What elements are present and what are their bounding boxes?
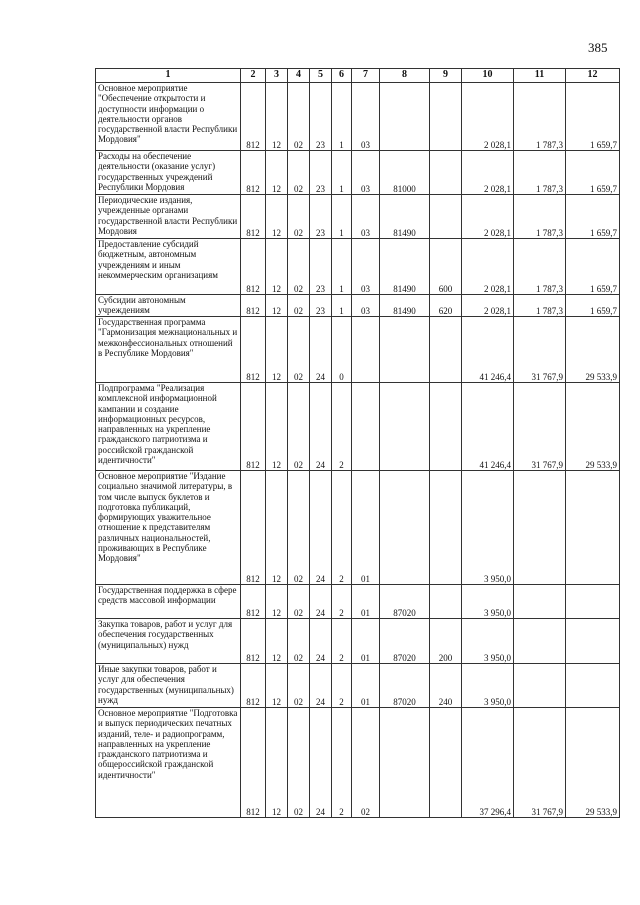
cell-col-12: 29 533,9 [566, 383, 620, 471]
column-header-9: 9 [430, 69, 462, 83]
cell-col-6: 2 [332, 664, 352, 708]
cell-col-2: 812 [241, 383, 266, 471]
cell-col-10: 41 246,4 [462, 317, 514, 383]
cell-col-3: 12 [266, 195, 288, 239]
cell-col-6: 2 [332, 619, 352, 664]
cell-col-8 [380, 471, 430, 585]
cell-col-4: 02 [288, 151, 310, 195]
cell-col-4: 02 [288, 83, 310, 151]
row-name: Субсидии автономным учреждениям [96, 295, 241, 317]
cell-col-9 [430, 83, 462, 151]
cell-col-3: 12 [266, 151, 288, 195]
cell-col-11: 1 787,3 [514, 295, 566, 317]
table-row [96, 295, 620, 317]
cell-col-5: 24 [310, 317, 332, 383]
cell-col-11: 1 787,3 [514, 195, 566, 239]
column-header-11: 11 [514, 69, 566, 83]
cell-col-9: 600 [430, 239, 462, 295]
table-row [96, 151, 620, 195]
row-name: Основное мероприятие "Издание социально значимой литературы, в том числе выпуск буклетов и подготовка публикаций, формирующих уважительное отношение к представителям различных национальностей, проживающих в Республике Мордовия" [96, 471, 241, 585]
column-header-3: 3 [266, 69, 288, 83]
column-header-7: 7 [352, 69, 380, 83]
cell-col-4: 02 [288, 195, 310, 239]
cell-col-11 [514, 619, 566, 664]
row-name: Государственная поддержка в сфере средств массовой информации [96, 585, 241, 619]
cell-col-2: 812 [241, 471, 266, 585]
cell-col-8: 87020 [380, 585, 430, 619]
cell-col-6: 1 [332, 151, 352, 195]
table-row [96, 619, 620, 664]
cell-col-12: 1 659,7 [566, 151, 620, 195]
cell-col-12: 1 659,7 [566, 83, 620, 151]
cell-col-12 [566, 471, 620, 585]
cell-col-9 [430, 471, 462, 585]
cell-col-6: 1 [332, 239, 352, 295]
cell-col-3: 12 [266, 83, 288, 151]
cell-col-12: 29 533,9 [566, 708, 620, 818]
cell-col-9 [430, 317, 462, 383]
cell-col-3: 12 [266, 317, 288, 383]
cell-col-2: 812 [241, 664, 266, 708]
cell-col-4: 02 [288, 585, 310, 619]
cell-col-2: 812 [241, 708, 266, 818]
cell-col-11 [514, 585, 566, 619]
table-row [96, 239, 620, 295]
cell-col-7: 03 [352, 151, 380, 195]
table-row [96, 383, 620, 471]
cell-col-10: 37 296,4 [462, 708, 514, 818]
cell-col-4: 02 [288, 295, 310, 317]
table-row [96, 664, 620, 708]
cell-col-9 [430, 151, 462, 195]
cell-col-11: 31 767,9 [514, 317, 566, 383]
cell-col-7: 02 [352, 708, 380, 818]
row-name: Основное мероприятие "Подготовка и выпуск периодических печатных изданий, теле- и радиопрограмм, направленных на укрепление гражданского патриотизма и общероссийской гражданской идентичности" [96, 708, 241, 818]
cell-col-10: 2 028,1 [462, 151, 514, 195]
column-header-10: 10 [462, 69, 514, 83]
cell-col-7: 03 [352, 295, 380, 317]
cell-col-7: 03 [352, 239, 380, 295]
cell-col-9: 240 [430, 664, 462, 708]
cell-col-6: 2 [332, 383, 352, 471]
table-row [96, 317, 620, 383]
cell-col-3: 12 [266, 239, 288, 295]
cell-col-5: 23 [310, 195, 332, 239]
cell-col-3: 12 [266, 664, 288, 708]
table-row [96, 83, 620, 151]
cell-col-3: 12 [266, 619, 288, 664]
column-header-5: 5 [310, 69, 332, 83]
cell-col-6: 2 [332, 708, 352, 818]
cell-col-2: 812 [241, 317, 266, 383]
row-name: Подпрограмма "Реализация комплексной информационной кампании и создание информационных ресурсов, направленных на укрепление гражданского патриотизма и российской гражданской идентичности" [96, 383, 241, 471]
cell-col-8 [380, 383, 430, 471]
cell-col-6: 2 [332, 585, 352, 619]
page-number: 385 [588, 40, 608, 55]
table-row [96, 471, 620, 585]
cell-col-12: 1 659,7 [566, 195, 620, 239]
cell-col-5: 24 [310, 619, 332, 664]
cell-col-10: 3 950,0 [462, 664, 514, 708]
budget-table [95, 68, 620, 818]
cell-col-8 [380, 317, 430, 383]
cell-col-10: 2 028,1 [462, 295, 514, 317]
cell-col-9 [430, 383, 462, 471]
table-row [96, 708, 620, 818]
cell-col-9: 200 [430, 619, 462, 664]
cell-col-12 [566, 664, 620, 708]
cell-col-11: 1 787,3 [514, 83, 566, 151]
cell-col-11 [514, 471, 566, 585]
cell-col-7: 01 [352, 585, 380, 619]
cell-col-10: 2 028,1 [462, 239, 514, 295]
column-header-2: 2 [241, 69, 266, 83]
cell-col-2: 812 [241, 619, 266, 664]
cell-col-10: 3 950,0 [462, 619, 514, 664]
column-header-4: 4 [288, 69, 310, 83]
cell-col-3: 12 [266, 471, 288, 585]
cell-col-7 [352, 383, 380, 471]
cell-col-11 [514, 664, 566, 708]
cell-col-5: 24 [310, 471, 332, 585]
cell-col-12 [566, 585, 620, 619]
cell-col-5: 24 [310, 708, 332, 818]
table-body [96, 83, 620, 818]
cell-col-8 [380, 708, 430, 818]
cell-col-5: 23 [310, 295, 332, 317]
cell-col-4: 02 [288, 317, 310, 383]
cell-col-11: 31 767,9 [514, 708, 566, 818]
cell-col-7: 01 [352, 471, 380, 585]
row-name: Основное мероприятие "Обеспечение открытости и доступности информации о деятельности органов государственной власти Республики Мордовия" [96, 83, 241, 151]
cell-col-8: 81490 [380, 239, 430, 295]
cell-col-2: 812 [241, 151, 266, 195]
cell-col-3: 12 [266, 708, 288, 818]
cell-col-4: 02 [288, 708, 310, 818]
cell-col-8: 87020 [380, 664, 430, 708]
cell-col-9 [430, 585, 462, 619]
cell-col-6: 1 [332, 195, 352, 239]
cell-col-12: 29 533,9 [566, 317, 620, 383]
cell-col-9 [430, 708, 462, 818]
row-name: Иные закупки товаров, работ и услуг для обеспечения государственных (муниципальных) нужд [96, 664, 241, 708]
row-name: Расходы на обеспечение деятельности (оказание услуг) государственных учреждений Республики Мордовия [96, 151, 241, 195]
cell-col-9: 620 [430, 295, 462, 317]
cell-col-8: 81490 [380, 195, 430, 239]
cell-col-11: 31 767,9 [514, 383, 566, 471]
cell-col-6: 2 [332, 471, 352, 585]
cell-col-8 [380, 83, 430, 151]
cell-col-5: 23 [310, 239, 332, 295]
table-row [96, 585, 620, 619]
cell-col-7: 01 [352, 664, 380, 708]
cell-col-7: 03 [352, 83, 380, 151]
cell-col-4: 02 [288, 239, 310, 295]
table-header [96, 69, 620, 83]
cell-col-5: 23 [310, 151, 332, 195]
cell-col-7 [352, 317, 380, 383]
column-header-12: 12 [566, 69, 620, 83]
cell-col-2: 812 [241, 195, 266, 239]
cell-col-4: 02 [288, 471, 310, 585]
column-header-6: 6 [332, 69, 352, 83]
row-name: Государственная программа "Гармонизация межнациональных и межконфессиональных отношений в Республике Мордовия" [96, 317, 241, 383]
cell-col-10: 2 028,1 [462, 195, 514, 239]
column-header-1: 1 [96, 69, 241, 83]
cell-col-6: 1 [332, 295, 352, 317]
header-row [96, 69, 620, 83]
cell-col-8: 81000 [380, 151, 430, 195]
cell-col-4: 02 [288, 619, 310, 664]
cell-col-7: 03 [352, 195, 380, 239]
cell-col-8: 81490 [380, 295, 430, 317]
cell-col-4: 02 [288, 664, 310, 708]
cell-col-2: 812 [241, 585, 266, 619]
cell-col-2: 812 [241, 83, 266, 151]
cell-col-12 [566, 619, 620, 664]
cell-col-7: 01 [352, 619, 380, 664]
cell-col-6: 1 [332, 83, 352, 151]
cell-col-10: 3 950,0 [462, 471, 514, 585]
cell-col-10: 41 246,4 [462, 383, 514, 471]
table-row [96, 195, 620, 239]
cell-col-5: 23 [310, 83, 332, 151]
cell-col-9 [430, 195, 462, 239]
cell-col-10: 3 950,0 [462, 585, 514, 619]
cell-col-5: 24 [310, 383, 332, 471]
cell-col-11: 1 787,3 [514, 239, 566, 295]
cell-col-10: 2 028,1 [462, 83, 514, 151]
cell-col-5: 24 [310, 585, 332, 619]
row-name: Предоставление субсидий бюджетным, автономным учреждениям и иным некоммерческим организациям [96, 239, 241, 295]
row-name: Закупка товаров, работ и услуг для обеспечения государственных (муниципальных) нужд [96, 619, 241, 664]
cell-col-4: 02 [288, 383, 310, 471]
cell-col-11: 1 787,3 [514, 151, 566, 195]
cell-col-3: 12 [266, 585, 288, 619]
cell-col-3: 12 [266, 383, 288, 471]
cell-col-12: 1 659,7 [566, 239, 620, 295]
row-name: Периодические издания, учрежденные органами государственной власти Республики Мордовия [96, 195, 241, 239]
cell-col-5: 24 [310, 664, 332, 708]
cell-col-8: 87020 [380, 619, 430, 664]
column-header-8: 8 [380, 69, 430, 83]
cell-col-12: 1 659,7 [566, 295, 620, 317]
cell-col-6: 0 [332, 317, 352, 383]
cell-col-3: 12 [266, 295, 288, 317]
cell-col-2: 812 [241, 239, 266, 295]
cell-col-2: 812 [241, 295, 266, 317]
